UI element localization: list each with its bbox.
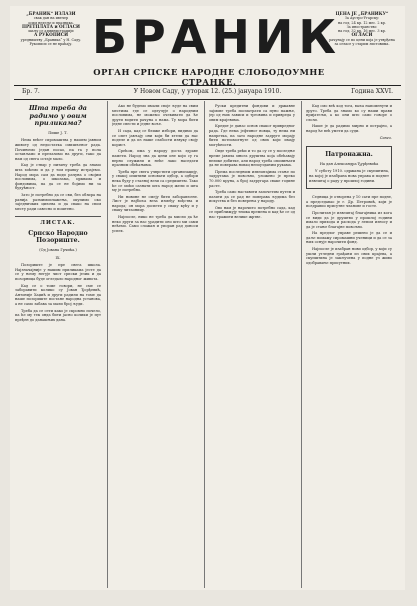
article-paragraph: Прочитан је извештај благајника из кога се види да је друштво у прошлој години имало прихода и расхода у лепом износу и да је стање благајне повољно.	[306, 210, 392, 229]
newspaper-subtitle: ОРГАН СРПСКЕ НАРОДНЕ СЛОБОДОУМНЕ СТРАНКЕ.	[93, 67, 325, 87]
dateline-rule-top	[14, 85, 401, 86]
price-line: За Аустро-Угарску:	[344, 16, 380, 21]
column-4	[306, 104, 392, 588]
article-paragraph: Кад је ствар у питању треба да знамо шта хоћемо и да у том правцу истрајемо. Народ мора сам да води рачуна о својим пословима, о школама, црквама и фондовима, па да се не бојимо ни за будућност.	[15, 163, 101, 191]
article-paragraph: Овде треба рећи и то да су се у последње време јавила многа друштва која обећавају велике добитке, али народ треба опомињати да не поверава новац непоузданим рукама.	[209, 149, 295, 168]
feature-headline: Српско Народно Позориште.	[28, 229, 88, 245]
price-line: рачунају се по цени која је утврђена	[329, 37, 395, 42]
dateline-rule-bottom	[14, 99, 401, 100]
volume-year: Година XXVI.	[351, 88, 393, 95]
column-separator	[301, 101, 302, 588]
patronage-subtitle: На дан Александра Ђурђевића	[319, 161, 379, 166]
notice-line: Рукописи се не враћају.	[29, 42, 73, 47]
lead-headline: Шта треба да радимо у овим приликама?	[29, 104, 87, 128]
issue-date: У Новом Саду, у уторак 12. (25.) јануара 1910.	[133, 88, 282, 95]
article-paragraph: Позориште је пре свега школа. Најзначајније у нашим приликама јесте да се у њему негује чист српски језик и да позорница буде огледало народног живота.	[15, 263, 101, 282]
article-paragraph: Зато је потребно да се сви, без обзира на ранија размимоилажења, окупимо око заједничких циљева и да свако на свом месту ради савесно и поштено.	[15, 192, 101, 211]
article-paragraph: Ни новине не смеју бити заборављене. Лист је најбоља веза између вођства и народа; он мора доспети у сваку кућу и у сваку читаоницу.	[112, 194, 198, 213]
newspaper-title: БРАНИК	[92, 10, 341, 64]
newspaper-page	[10, 6, 405, 590]
column-1	[15, 104, 101, 588]
article-paragraph: На предлог управе решено је да се и даље помажу сиромашни ученици и да се за њих оснује нарочити фонд.	[306, 231, 392, 245]
article-paragraph: Руски кредитни фондови и државне зајмове треба посматрати са пуно пажње, јер од њих зависи и трговина и привреда у овим крајевима.	[209, 104, 295, 122]
price-line: на год. 32 кр. 16 мес. 3 кр.	[338, 29, 386, 34]
lead-byline: Пише Ј. Т.	[48, 130, 68, 135]
notice-line: осим недеље и празника.	[28, 20, 74, 25]
notice-title: „БРАНИК“ ИЗЛАЗИ	[26, 11, 76, 16]
article-paragraph: Ово нам је нарочито потребно сада, кад се приближују тешка времена и кад ће се од нас тражити велике жртве.	[209, 205, 295, 220]
notice-line: ПРЕТПЛАТА и ОГЛАСИ	[22, 23, 80, 29]
subscription-notice-box	[14, 12, 88, 46]
article-paragraph: Најпосле, нико не треба да мисли да ће неко други за нас урадити оно што ми сами нећемо. Само сложан и упоран рад доноси успех.	[112, 215, 198, 233]
price-title: ЦЕНА ЈЕ „БРАНИКУ“	[335, 11, 389, 16]
feature-part-number: IX.	[55, 255, 61, 260]
price-notice-box	[323, 12, 401, 46]
column-3	[209, 104, 295, 588]
notice-line: А РУКОПИСИ	[33, 32, 69, 38]
article-paragraph: Најпосле је изабран нови одбор, у који су ушли угледни грађани из свих крајева, а скупштина је закључена у подне уз живо одобравање присутних.	[306, 247, 392, 265]
article-paragraph: Ако не будемо имали своје људе на свим местима где се одлучује о народним пословима, не можемо очекивати да ће други водити рачуна о нама. Ту мора бити једне свести и једне воље.	[112, 104, 198, 127]
section-title: ЛИСТАК.	[15, 216, 101, 227]
article-paragraph: Треба пре свега учврстити организацију, у свакој општини основати одбор, а одбори нека буду у сталној вези са средиштем. Тако ће се моћи сазнати шта народ жели и шта му је потребно.	[112, 169, 198, 193]
column-separator	[204, 101, 205, 588]
price-line: за огласе у старим листовима.	[334, 42, 390, 47]
issue-number: Бр. 7.	[22, 88, 40, 95]
article-signature: Савез.	[379, 135, 392, 140]
notice-line: шаљу се администрацији	[28, 29, 74, 34]
article-paragraph: Седница је отворена у 10 сати пре подне, а председавао је г. Др. Петровић, који је поздравио присутне чланове и госте.	[306, 195, 392, 209]
feature-byline: (Од Јована Грчића.)	[39, 248, 77, 253]
article-paragraph: Кад се о томе говори, не сме се заборавити колико су Јован Ђорђевић, Антоније Хаџић и други радили на томе да наше позориште постане народна установа, а не само забава за мали број људи.	[15, 283, 101, 306]
article-paragraph: Треба само наставити започетим путем и пазити да се рад не поверава људима без искуства и без поверења у народу.	[209, 190, 295, 204]
article-paragraph: Срећом, има у народу доста здраве памети. Народ зна да цени оне који су га верно служили и неће лако наседати празним обећањима.	[112, 149, 198, 168]
article-paragraph: У суботу 1910. одржана је скупштина, на којој је изабрана нова управа и поднет извештај о раду у прошлој години.	[309, 169, 389, 183]
price-line: ОГЛАСИ	[351, 32, 373, 38]
article-paragraph: Треба да се сети како је скромно почело, па ће му тек онда бити јасно колики је пут пређен до данашњих дана.	[15, 308, 101, 322]
price-line: За иностранство:	[346, 24, 378, 29]
column-2	[112, 104, 198, 588]
article-paragraph: И сада, кад се ближе избори, видимо да се опет јављају они који би хтели да нас поделе и да из наше слабости извуку своју корист.	[112, 128, 198, 147]
article-paragraph: Кад смо већ код тога, ваља напоменути и друго. Треба да знамо ко су наши прави пријатељи, а ко они што само говоре о слози.	[306, 104, 392, 122]
dateline	[14, 88, 401, 98]
column-separator	[107, 101, 108, 588]
notice-line: уредништву „Браника“ у Н. Саду.	[20, 37, 82, 42]
article-paragraph: Нема већег сиромаштва у нашем јавном животу од недостатка смишљеног рада. Почињемо један посао, па га у пола остављамо и прелазимо на други, тако да нам од свега остаје мало.	[15, 138, 101, 161]
patronage-headline: Патронажна.	[325, 151, 373, 159]
patronage-box	[306, 146, 392, 189]
article-paragraph: Кредит је данас основ сваког привредног рада. Где нема јефтиног новца, ту нема ни напретка, па зато народне задруге морају бити потпомогнуте од свих који имају могућности.	[209, 124, 295, 147]
price-line: на год. 24 кр. 12 мес. 2 кр.	[338, 20, 386, 25]
article-paragraph: Наше је да радимо мирно и истрајно, а народ ће већ умети да суди.	[306, 124, 392, 133]
article-paragraph: Према последњим извештајима стање по задругама је повољно, уложено је преко 70.000 круна, а број задругара сваке године расте.	[209, 169, 295, 188]
notice-line: свак дан на ивечер	[33, 16, 69, 21]
